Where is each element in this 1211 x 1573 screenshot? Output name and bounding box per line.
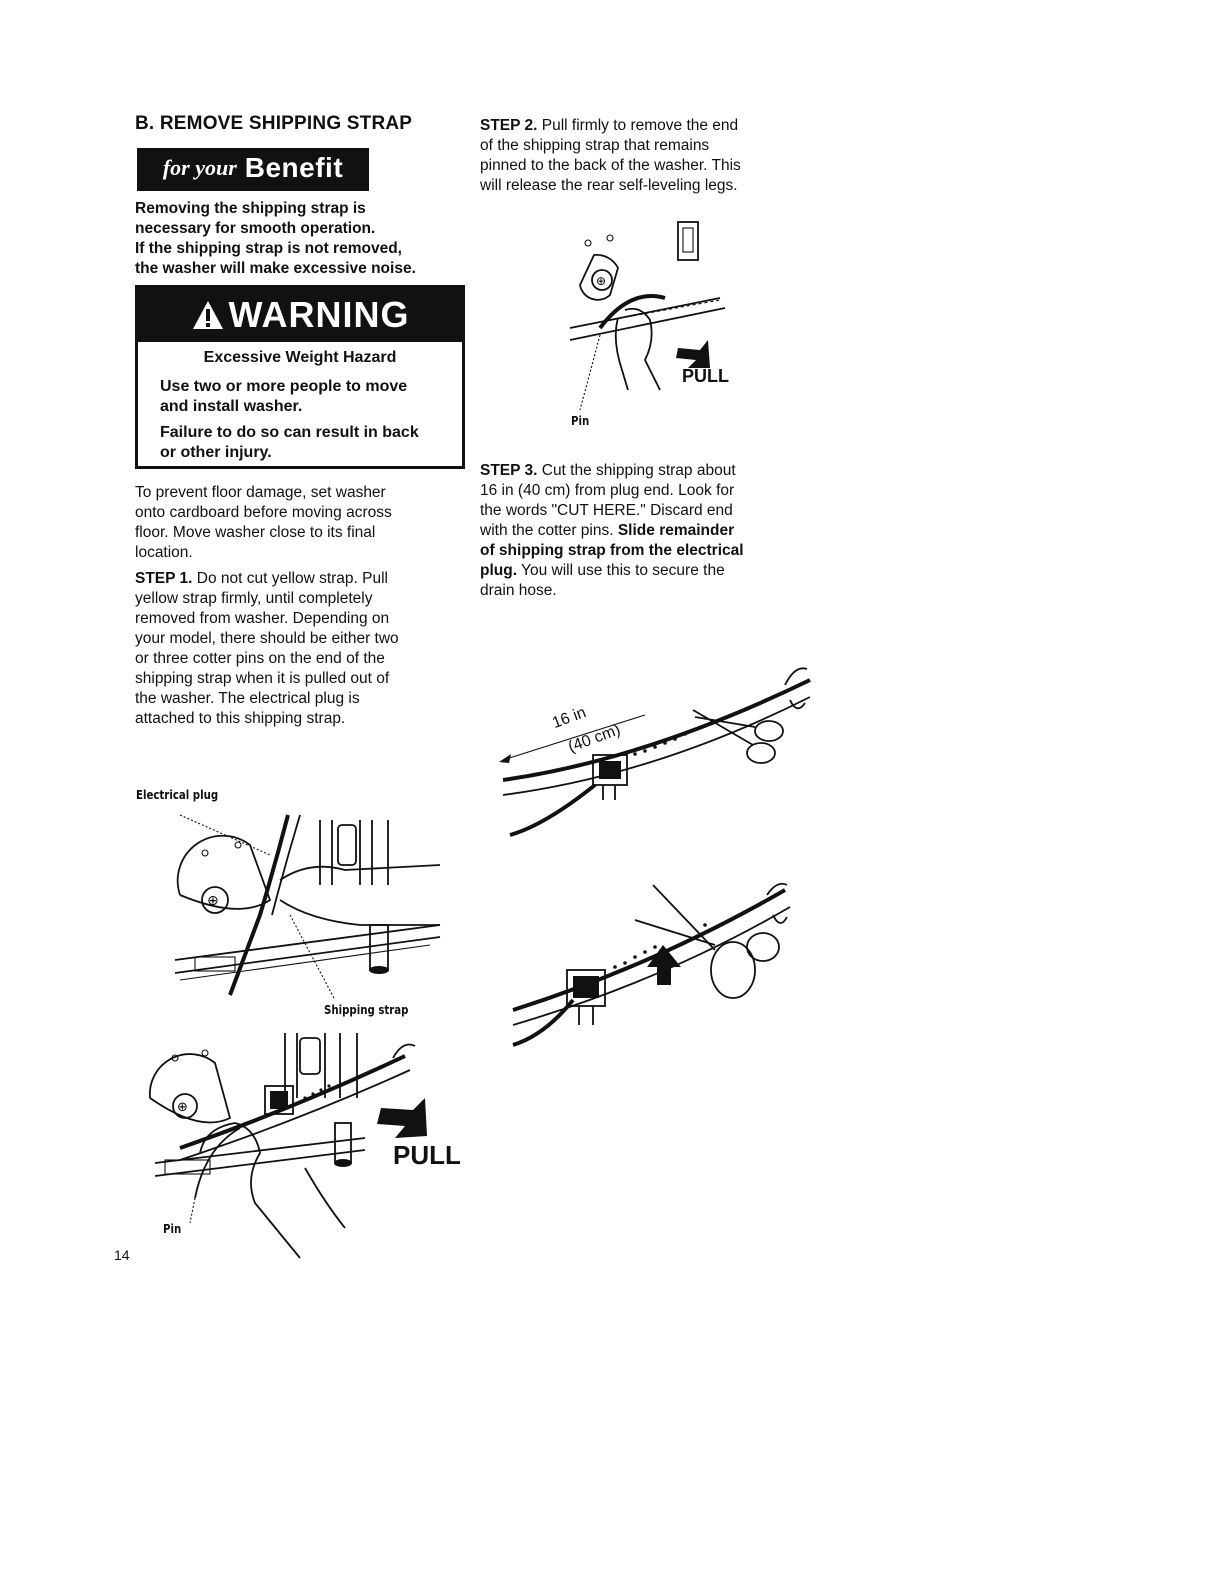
step2-label: STEP 2. <box>480 117 538 134</box>
warning-label: WARNING <box>228 294 410 335</box>
section-heading: B. REMOVE SHIPPING STRAP <box>135 113 413 134</box>
warning-triangle-icon <box>191 299 225 331</box>
electrical-plug-label: Electrical plug <box>136 788 219 802</box>
text-line: the words "CUT HERE." Discard end <box>480 502 733 519</box>
benefit-badge <box>137 148 369 188</box>
pull-label: PULL <box>682 366 729 386</box>
benefit-underline <box>137 188 369 191</box>
benefit-text <box>135 199 475 279</box>
text-line: floor. Move washer close to its final <box>135 524 376 541</box>
text-line-bold: plug. <box>480 562 518 579</box>
step3-paragraph <box>480 461 800 601</box>
pin-label: Pin <box>163 1222 182 1236</box>
warning-line: Failure to do so can result in back <box>160 424 419 441</box>
benefit-line: Removing the shipping strap is <box>135 200 366 217</box>
warning-banner <box>138 288 462 342</box>
warning-title: Excessive Weight Hazard <box>203 349 397 366</box>
warning-box <box>135 285 465 469</box>
warning-line: Use two or more people to move <box>160 378 408 395</box>
step2-paragraph <box>480 116 800 196</box>
text-line: the washer. The electrical plug is <box>135 690 360 707</box>
text-line-bold: of shipping strap from the electrical <box>480 542 744 559</box>
warning-text <box>160 423 460 463</box>
text-line: location. <box>135 544 193 561</box>
text-line: shipping strap when it is pulled out of <box>135 670 390 687</box>
step3-measure-illustration <box>485 655 825 855</box>
text-line: will release the rear self-leveling legs. <box>480 177 738 194</box>
text-line: Do not cut yellow strap. Pull <box>192 570 388 587</box>
text-line: yellow strap firmly, until completely <box>135 590 373 607</box>
text-line: Cut the shipping strap about <box>537 462 736 479</box>
text-line: You will use this to secure the <box>517 562 725 579</box>
text-line: 16 in (40 cm) from plug end. Look for <box>480 482 735 499</box>
measure-inches-label: 16 in <box>550 704 589 732</box>
warning-line: and install washer. <box>160 398 303 415</box>
text-line: your model, there should be either two <box>135 630 399 647</box>
page-number: 14 <box>114 1247 130 1263</box>
text-line: onto cardboard before moving across <box>135 504 392 521</box>
measure-cm-label: (40 cm) <box>566 721 623 756</box>
benefit-word: Benefit <box>244 152 344 183</box>
text-line: Pull firmly to remove the end <box>537 117 739 134</box>
step1-paragraph <box>135 569 455 729</box>
step3-label: STEP 3. <box>480 462 538 479</box>
text-line: drain hose. <box>480 582 557 599</box>
benefit-line: the washer will make excessive noise. <box>135 260 416 277</box>
intro-paragraph <box>135 483 455 563</box>
pull-label: PULL <box>393 1140 461 1170</box>
text-line: with the cotter pins. <box>480 522 618 539</box>
svg-text:⊕: ⊕ <box>596 274 607 288</box>
svg-text:⊕: ⊕ <box>177 1100 188 1115</box>
shipping-strap-label: Shipping strap <box>324 1003 409 1017</box>
text-line: or three cotter pins on the end of the <box>135 650 385 667</box>
text-line: removed from washer. Depending on <box>135 610 390 627</box>
text-line: attached to this shipping strap. <box>135 710 346 727</box>
pin-label: Pin <box>571 414 590 428</box>
text-line: of the shipping strap that remains <box>480 137 710 154</box>
warning-line: or other injury. <box>160 444 272 461</box>
step3-cut-illustration <box>505 875 825 1055</box>
step1-label: STEP 1. <box>135 570 193 587</box>
benefit-prefix: for your <box>162 155 237 180</box>
text-line: To prevent floor damage, set washer <box>135 484 386 501</box>
warning-text <box>160 377 460 417</box>
svg-text:⊕: ⊕ <box>207 893 219 909</box>
benefit-line: necessary for smooth operation. <box>135 220 376 237</box>
benefit-line: If the shipping strap is not removed, <box>135 240 402 257</box>
text-line-bold: Slide remainder <box>617 522 735 539</box>
text-line: pinned to the back of the washer. This <box>480 157 741 174</box>
step1-plug-illustration <box>160 805 460 1010</box>
step2-illustration <box>550 210 770 420</box>
